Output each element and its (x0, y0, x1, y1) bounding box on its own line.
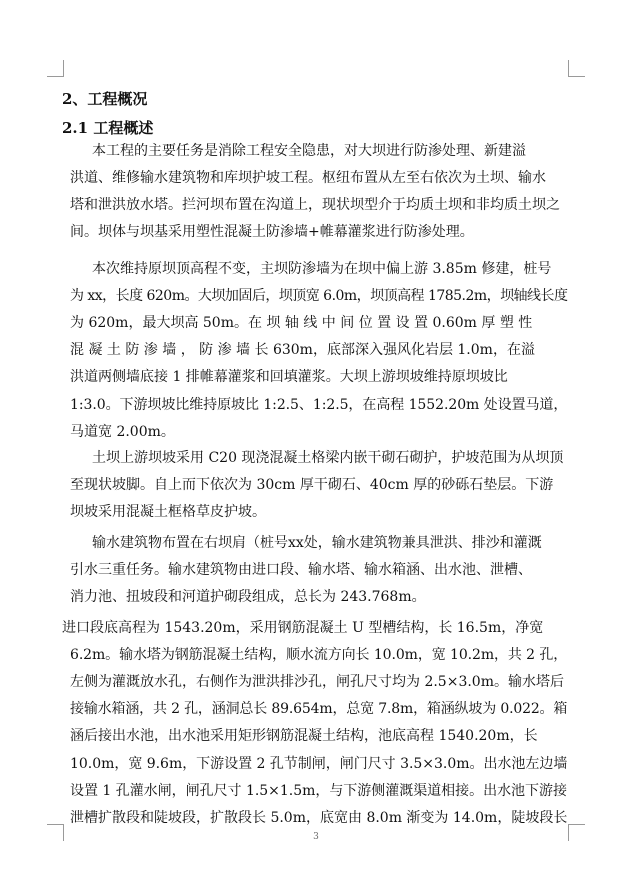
text-line: 涵后接出水池，出水池采用矩形钢筋混凝土结构，池底高程 1540.20m，长 (70, 728, 538, 744)
text-line: 消力池、扭坡段和河道护砌段组成，总长为 243.768m。 (70, 589, 426, 605)
text-line: 间。坝体与坝基采用塑性混凝土防渗墙+帷幕灌浆进行防渗处理。 (70, 224, 474, 240)
text-line: 土坝上游坝坡采用 C20 现浇混凝土格梁内嵌干砌石砌护，护坡范围为从坝顶 (92, 450, 564, 466)
text-line: 左侧为灌溉放水孔，右侧作为泄洪排沙孔，闸孔尺寸均为 2.5×3.0m。输水塔后 (70, 674, 564, 690)
page-number: 3 (313, 832, 319, 842)
text-line: 本工程的主要任务是消除工程安全隐患，对大坝进行防渗处理、新建溢 (92, 143, 526, 159)
text-line: 至现状坡脚。自上而下依次为 30cm 厚干砌石、40cm 厚的砂砾石垫层。下游 (70, 477, 554, 493)
text-line: 1:3.0。下游坝坡比维持原坡比 1:2.5、1:2.5，在高程 1552.20m 处设置马道， (70, 397, 568, 413)
text-line: 输水建筑物布置在右坝肩（桩号xx处，输水建筑物兼具泄洪、排沙和灌溉 (92, 535, 542, 551)
crop-mark-top-left (47, 60, 64, 77)
text-line: 混 凝 土 防 渗 墙 ， 防 渗 墙 长 630m，底部深入强风化岩层 1.0m，在溢 (70, 342, 535, 358)
text-line: 坝坡采用混凝土框格草皮护坡。 (70, 504, 266, 520)
text-line: 马道宽 2.00m。 (70, 424, 175, 440)
crop-mark-top-right (568, 60, 585, 77)
text-line: 塔和泄洪放水塔。拦河坝布置在沟道上，现状坝型介于均质土坝和非均质土坝之 (70, 197, 560, 213)
text-line: 洪道两侧墙底接 1 排帷幕灌浆和回填灌浆。大坝上游坝坡维持原坝坡比 (70, 369, 508, 385)
text-line: 进口段底高程为 1543.20m，采用钢筋混凝土 U 型槽结构，长 16.5m，净宽 (62, 620, 544, 636)
text-line: 洪道、维修输水建筑物和库坝护坡工程。枢纽布置从左至右依次为土坝、输水 (70, 170, 546, 186)
text-line: 接输水箱涵，共 2 孔，涵洞总长 89.654m，总宽 7.8m，箱涵纵坡为 0.022。箱 (70, 701, 568, 717)
text-line: 引水三重任务。输水建筑物由进口段、输水塔、输水箱涵、出水池、泄槽、 (70, 562, 532, 578)
text-line: 本次维持原坝顶高程不变，主坝防渗墙为在坝中偏上游 3.85m 修建，桩号 (92, 261, 552, 277)
text-line: 10.0m，宽 9.6m，下游设置 2 孔节制闸，闸门尺寸 3.5×3.0m。出水池左边墙 (70, 756, 568, 772)
text-line: 6.2m。输水塔为钢筋混凝土结构，顺水流方向长 10.0m，宽 10.2m，共 2 孔， (70, 647, 568, 663)
text-line: 设置 1 孔灌水闸，闸孔尺寸 1.5×1.5m，与下游侧灌溉渠道相接。出水池下游接 (70, 783, 567, 799)
text-line: 为 620m，最大坝高 50m。在 坝 轴 线 中 间 位 置 设 置 0.60m 厚 塑 性 (70, 315, 533, 331)
text-line: 泄槽扩散段和陡坡段，扩散段长 5.0m，底宽由 8.0m 渐变为 14.0m，陡坡段长 (70, 810, 568, 826)
section-heading: 2、工程概况 (62, 90, 148, 108)
text-line: 为 xx，长度 620m。大坝加固后，坝顶宽 6.0m，坝顶高程 1785.2m，坝轴线长度 (70, 288, 568, 304)
subsection-heading: 2.1 工程概述 (62, 119, 154, 137)
